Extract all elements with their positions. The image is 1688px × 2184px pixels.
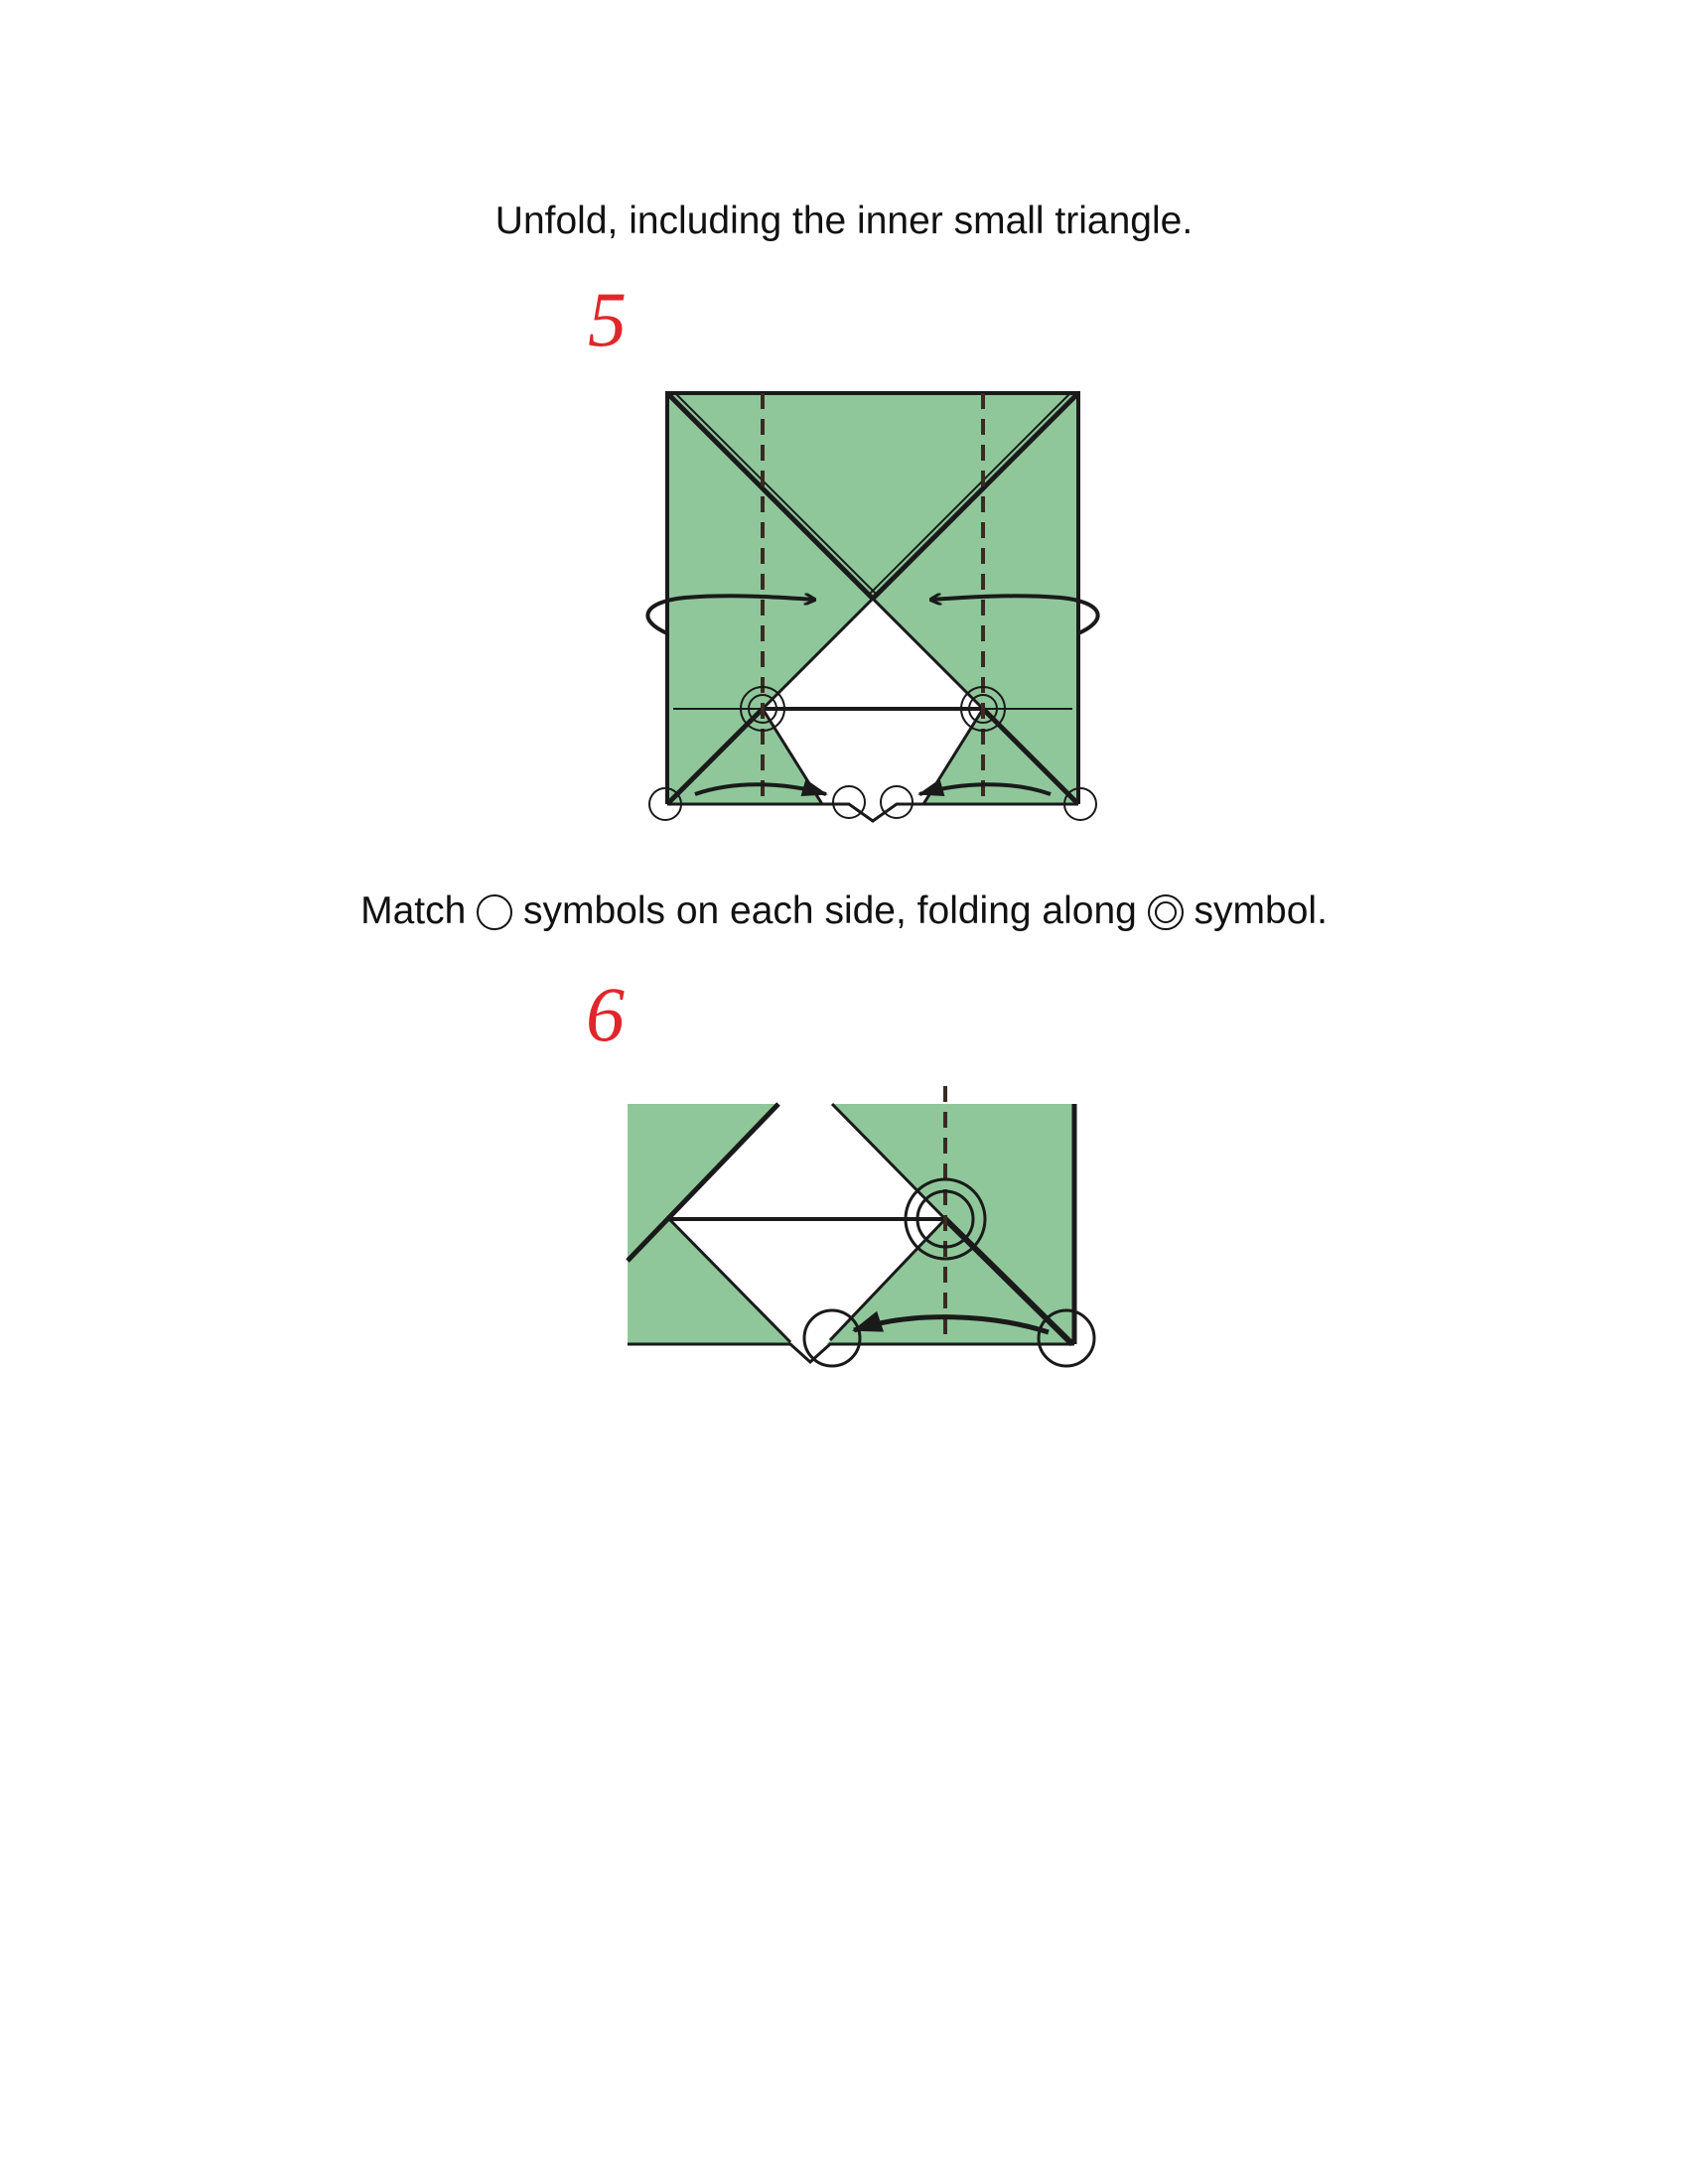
step-5-instruction — [0, 887, 1688, 936]
step-5-fold-illustration — [0, 377, 1688, 834]
step-6-number: 6 — [586, 971, 625, 1057]
step-6-fold-illustration — [0, 1072, 1688, 1390]
step-5-diagram — [0, 377, 1688, 834]
step-5-caption-middle: symbols on each side, folding along — [522, 889, 1137, 932]
step-5-caption-start: Match — [360, 889, 467, 932]
step-6-diagram — [0, 1072, 1688, 1390]
step-5-caption-end: symbol. — [1194, 889, 1328, 932]
step-5-number: 5 — [588, 276, 627, 362]
step-4-caption-text: Unfold, including the inner small triangle. — [494, 200, 1194, 242]
circle-symbol-icon — [477, 894, 512, 930]
double-circle-symbol-icon — [1148, 894, 1184, 930]
step-4-instruction — [0, 197, 1688, 246]
